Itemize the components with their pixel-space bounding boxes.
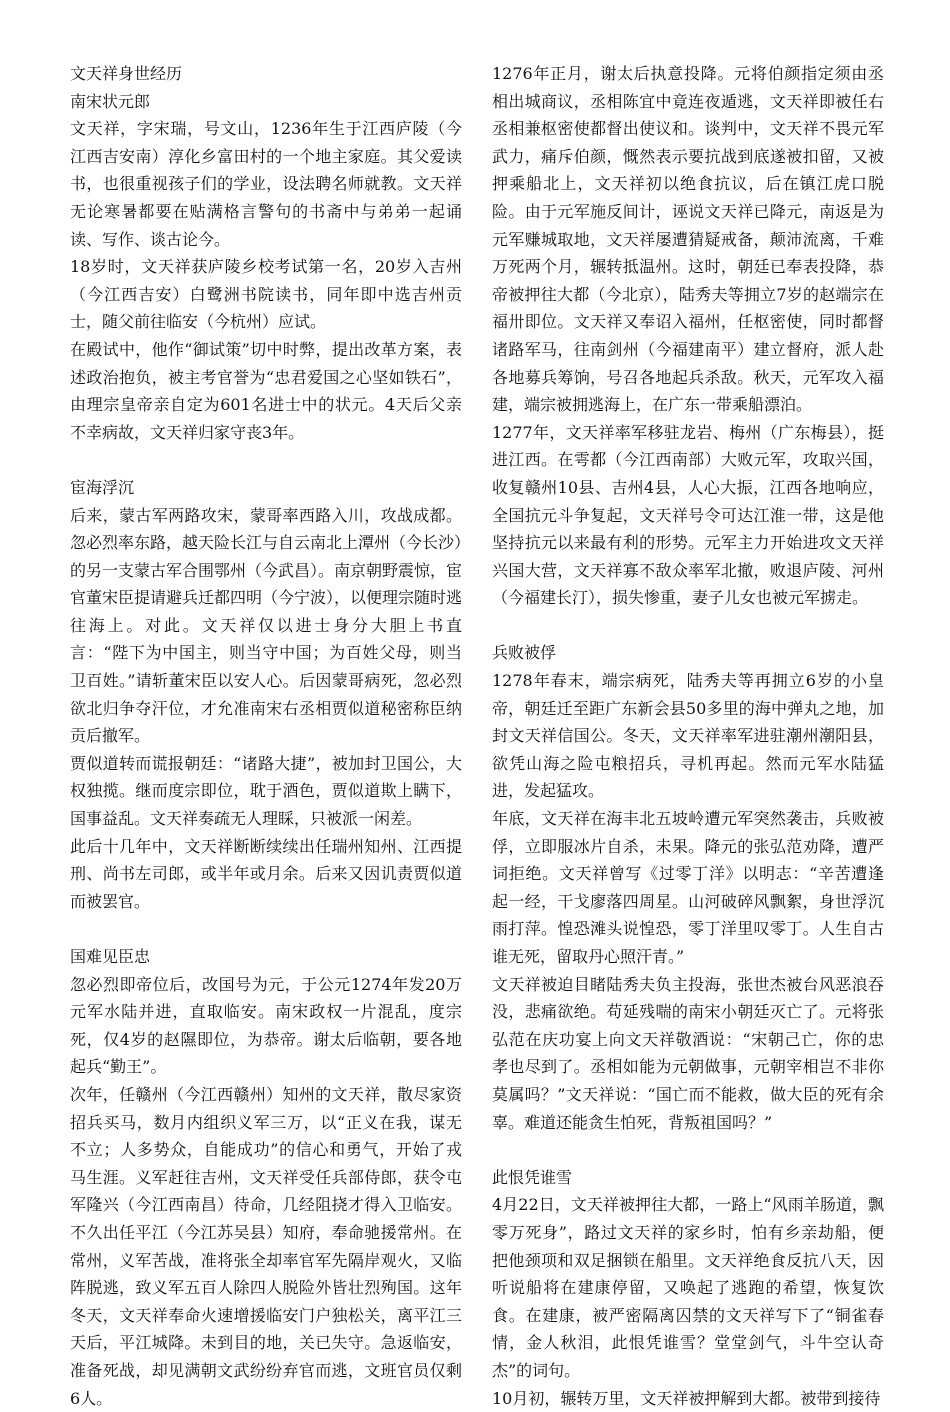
section-heading: 兵败被俘 <box>492 639 884 667</box>
paragraph: 文天祥被迫目睹陆秀夫负主投海，张世杰被台风恶浪吞没，悲痛欲绝。苟延残喘的南宋小朝廷灭亡了。元将张弘范在庆功宴上向文天祥敬酒说：“宋朝己亡，你的忠孝也尽到了。丞相如能为元朝做事，元朝宰相岂不非你莫属吗？”文天祥说：“国亡而不能救，做大臣的死有余辜。难道还能贪生怕死，背叛祖国吗？” <box>492 971 884 1137</box>
document-title: 文天祥身世经历 <box>70 60 462 88</box>
paragraph: 在殿试中，他作“御试策”切中时弊，提出改革方案，表述政治抱负，被主考官誉为“忠君爱国之心坚如铁石”，由理宗皇帝亲自定为601名进士中的状元。4天后父亲不幸病故，文天祥归家守丧3年。 <box>70 336 462 446</box>
section-heading: 南宋状元郎 <box>70 88 462 116</box>
section-heading: 宦海浮沉 <box>70 474 462 502</box>
right-column <box>492 60 884 1412</box>
paragraph: 贾似道转而谎报朝廷：“诸路大捷”，被加封卫国公，大权独揽。继而度宗即位，耽于酒色，贾似道欺上瞒下，国事益乱。文天祥奏疏无人理睬，只被派一闲差。 <box>70 750 462 833</box>
paragraph: 后来，蒙古军两路攻宋，蒙哥率西路入川，攻战成都。忽必烈率东路，越天险长江与自云南北上潭州（今长沙）的另一支蒙古军合围鄂州（今武昌）。南京朝野震惊，宦官董宋臣提请避兵迁都四明（今宁波），以便理宗随时逃往海上。对此。文天祥仅以进士身分大胆上书直言：“陛下为中国主，则当守中国；为百姓父母，则当卫百姓。”请斩董宋臣以安人心。后因蒙哥病死，忽必烈欲北归争夺汗位，才允准南宋右丞相贾似道秘密称臣纳贡后撤军。 <box>70 502 462 750</box>
paragraph: 1277年，文天祥率军移驻龙岩、梅州（广东梅县），挺进江西。在雩都（今江西南部）大败元军，攻取兴国，收复赣州10县、吉州4县，人心大振，江西各地响应，全国抗元斗争复起，文天祥号令可达江淮一带，这是他坚持抗元以来最有利的形势。元军主力开始进攻文天祥兴国大营，文天祥寡不敌众率军北撤，败退庐陵、河州（今福建长汀），损失惨重，妻子儿女也被元军掳走。 <box>492 419 884 612</box>
paragraph: 1276年正月，谢太后执意投降。元将伯颜指定须由丞相出城商议，丞相陈宜中竟连夜遁逃，文天祥即被任右丞相兼枢密使都督出使议和。谈判中，文天祥不畏元军武力，痛斥伯颜，慨然表示要抗战到底遂被扣留，又被押乘船北上，文天祥初以绝食抗议，后在镇江虎口脱险。由于元军施反间计，诬说文天祥已降元，南返是为元军赚城取地，文天祥屡遭猜疑戒备，颠沛流离，千难万死两个月，辗转抵温州。这时，朝廷已奉表投降，恭帝被押往大都（今北京），陆秀夫等拥立7岁的赵端宗在福卅即位。文天祥又奉诏入福州，任枢密使，同时都督诸路军马，往南剑州（今福建南平）建立督府，派人赴各地募兵筹饷，号召各地起兵杀敌。秋天，元军攻入福建，端宗被拥逃海上，在广东一带乘船漂泊。 <box>492 60 884 419</box>
section-gap <box>492 1136 884 1164</box>
paragraph: 年底，文天祥在海丰北五坡岭遭元军突然袭击，兵败被俘，立即服冰片自杀，未果。降元的张弘范劝降，遭严词拒绝。文天祥曾写《过零丁洋》以明志：“辛苦遭逢起一经，干戈廖落四周星。山河破碎风飘絮，身世浮沉雨打萍。惶恐滩头说惶恐，零丁洋里叹零丁。人生自古谁无死，留取丹心照汗青。” <box>492 805 884 971</box>
paragraph: 10月初，辗转万里，文天祥被押解到大都。被带到接待 <box>492 1385 884 1412</box>
section-gap <box>70 915 462 943</box>
section-gap <box>492 612 884 640</box>
left-column <box>70 60 462 1412</box>
section-gap <box>70 446 462 474</box>
paragraph: 文天祥，字宋瑞，号文山，1236年生于江西庐陵（今江西吉安南）淳化乡富田村的一个地主家庭。其父爱读书，也很重视孩子们的学业，设法聘名师就教。文天祥无论寒暑都要在贴满格言警句的书斋中与弟弟一起诵读、写作、谈古论今。 <box>70 115 462 253</box>
section-heading: 国难见臣忠 <box>70 943 462 971</box>
paragraph: 此后十几年中，文天祥断断续续出任瑞州知州、江西提刑、尚书左司郎，或半年或月余。后来又因讥责贾似道而被罢官。 <box>70 833 462 916</box>
paragraph: 忽必烈即帝位后，改国号为元，于公元1274年发20万元军水陆并进，直取临安。南宋政权一片混乱，度宗死，仅4岁的赵隰即位，为恭帝。谢太后临朝，要各地起兵“勤王”。 <box>70 971 462 1081</box>
section-heading: 此恨凭谁雪 <box>492 1164 884 1192</box>
paragraph: 18岁时，文天祥获庐陵乡校考试第一名，20岁入吉州（今江西吉安）白鹭洲书院读书，同年即中选吉州贡士，随父前往临安（今杭州）应试。 <box>70 253 462 336</box>
paragraph: 4月22日，文天祥被押往大都，一路上“风雨羊肠道，飘零万死身”，路过文天祥的家乡时，怕有乡亲劫船，便把他颈项和双足捆锁在船里。文天祥绝食反抗八天，因听说船将在建康停留，又唤起了逃跑的希望，恢复饮食。在建康，被严密隔离囚禁的文天祥写下了“铜雀春情，金人秋泪，此恨凭谁雪？堂堂剑气，斗牛空认奇杰”的词句。 <box>492 1191 884 1384</box>
paragraph: 1278年春末，端宗病死，陆秀夫等再拥立6岁的小皇帝，朝廷迁至距广东新会县50多里的海中弹丸之地，加封文天祥信国公。冬天，文天祥率军进驻潮州潮阳县，欲凭山海之险屯粮招兵，寻机再起。然而元军水陆猛进，发起猛攻。 <box>492 667 884 805</box>
paragraph: 次年，任赣州（今江西赣州）知州的文天祥，散尽家资招兵买马，数月内组织义军三万，以“正义在我，谋无不立；人多势众，自能成功”的信心和勇气，开始了戎马生涯。义军赶往吉州，文天祥受任兵部侍郎，获令屯军隆兴（今江西南昌）待命，几经阻挠才得入卫临安。不久出任平江（今江苏吴县）知府，奉命驰援常州。在常州，义军苦战，准将张全却率官军先隔岸观火，又临阵脱逃，致义军五百人除四人脱险外皆壮烈殉国。这年冬天，文天祥奉命火速增援临安门户独松关，离平江三天后，平江城降。未到目的地，关已失守。急返临安，准备死战，却见满朝文武纷纷弃官而逃，文班官员仅剩6人。 <box>70 1081 462 1412</box>
